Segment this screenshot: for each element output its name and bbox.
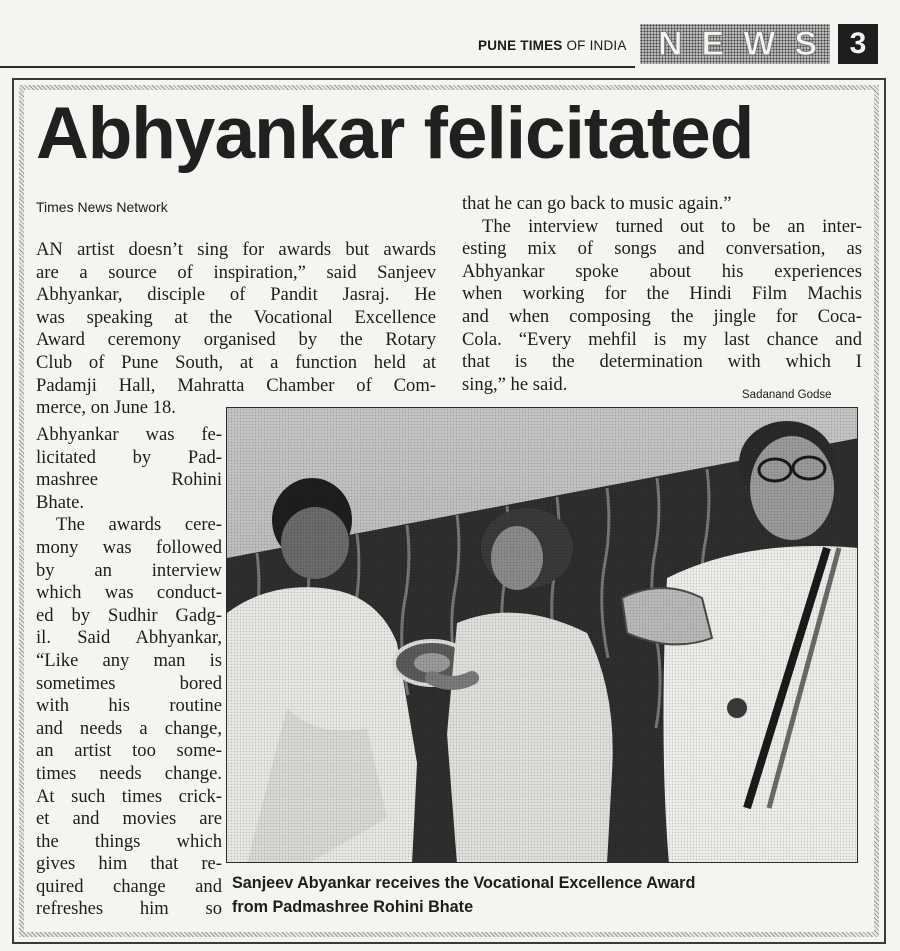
- column-2: [462, 193, 862, 396]
- newspaper-name-rest: OF INDIA: [562, 38, 627, 53]
- column-1-wide: [36, 239, 436, 420]
- body-line: Abhyankar spoke about his experiences: [462, 260, 862, 282]
- body-line: At such times crick-: [36, 785, 222, 807]
- body-line: quired change and: [36, 875, 222, 897]
- masthead-rule: [0, 66, 635, 68]
- body-line: when working for the Hindi Film Machis: [462, 283, 862, 305]
- body-line: “Like any man is: [36, 649, 222, 671]
- body-line: and when composing the jingle for Coca-: [462, 305, 862, 327]
- body-line: times needs change.: [36, 762, 222, 784]
- newspaper-name: [478, 38, 627, 53]
- body-line: et and movies are: [36, 808, 222, 830]
- section-label: NEWS: [640, 24, 830, 64]
- headline: Abhyankar felicitated: [36, 93, 754, 174]
- body-line: Padamji Hall, Mahratta Chamber of Com-: [36, 374, 436, 396]
- body-line: mashree Rohini: [36, 469, 222, 491]
- body-line: that he can go back to music again.”: [462, 193, 732, 214]
- body-line: with his routine: [36, 695, 222, 717]
- page-number: 3: [838, 24, 878, 64]
- body-line: ed by Sudhir Gadg-: [36, 604, 222, 626]
- body-line: that is the determination with which I: [462, 351, 862, 373]
- body-line: esting mix of songs and conversation, as: [462, 238, 862, 260]
- body-line: Abhyankar was fe-: [36, 424, 222, 445]
- body-line: refreshes him so: [36, 898, 222, 920]
- photo-credit: Sadanand Godse: [742, 389, 832, 401]
- body-line: sing,” he said.: [462, 373, 568, 395]
- award-ceremony-photo: [226, 407, 858, 863]
- body-line: il. Said Abhyankar,: [36, 627, 222, 649]
- body-line: AN artist doesn’t sing for awards but awards: [36, 239, 436, 260]
- body-line: an artist too some-: [36, 740, 222, 762]
- body-line: gives him that re-: [36, 853, 222, 875]
- body-line: and needs a change,: [36, 717, 222, 739]
- body-line: which was conduct-: [36, 582, 222, 604]
- caption-line: from Padmashree Rohini Bhate: [232, 898, 474, 916]
- body-line: Bhate.: [36, 491, 85, 513]
- body-line: are a source of inspiration,” said Sanjeev: [36, 261, 436, 283]
- body-line: Cola. “Every mehfil is my last chance and: [462, 328, 862, 350]
- body-line: mony was followed: [36, 536, 222, 558]
- photo-illustration: [227, 408, 858, 863]
- body-line: The awards cere-: [56, 514, 222, 536]
- byline: Times News Network: [36, 199, 168, 215]
- body-line: Abhyankar, disciple of Pandit Jasraj. He: [36, 284, 436, 306]
- masthead: [0, 0, 900, 72]
- body-line: licitated by Pad-: [36, 446, 222, 468]
- body-line: Award ceremony organised by the Rotary: [36, 329, 436, 351]
- newspaper-name-bold: PUNE TIMES: [478, 38, 563, 53]
- body-line: the things which: [36, 830, 222, 852]
- body-line: merce, on June 18.: [36, 397, 176, 419]
- body-line: sometimes bored: [36, 672, 222, 694]
- column-1-narrow: [36, 424, 222, 921]
- body-line: Club of Pune South, at a function held at: [36, 351, 436, 373]
- body-line: The interview turned out to be an inter-: [482, 215, 862, 237]
- caption-line: Sanjeev Abyankar receives the Vocational Excellence Award: [232, 874, 696, 892]
- body-line: by an interview: [36, 559, 222, 581]
- photo-caption: [232, 871, 852, 919]
- body-line: was speaking at the Vocational Excellence: [36, 306, 436, 328]
